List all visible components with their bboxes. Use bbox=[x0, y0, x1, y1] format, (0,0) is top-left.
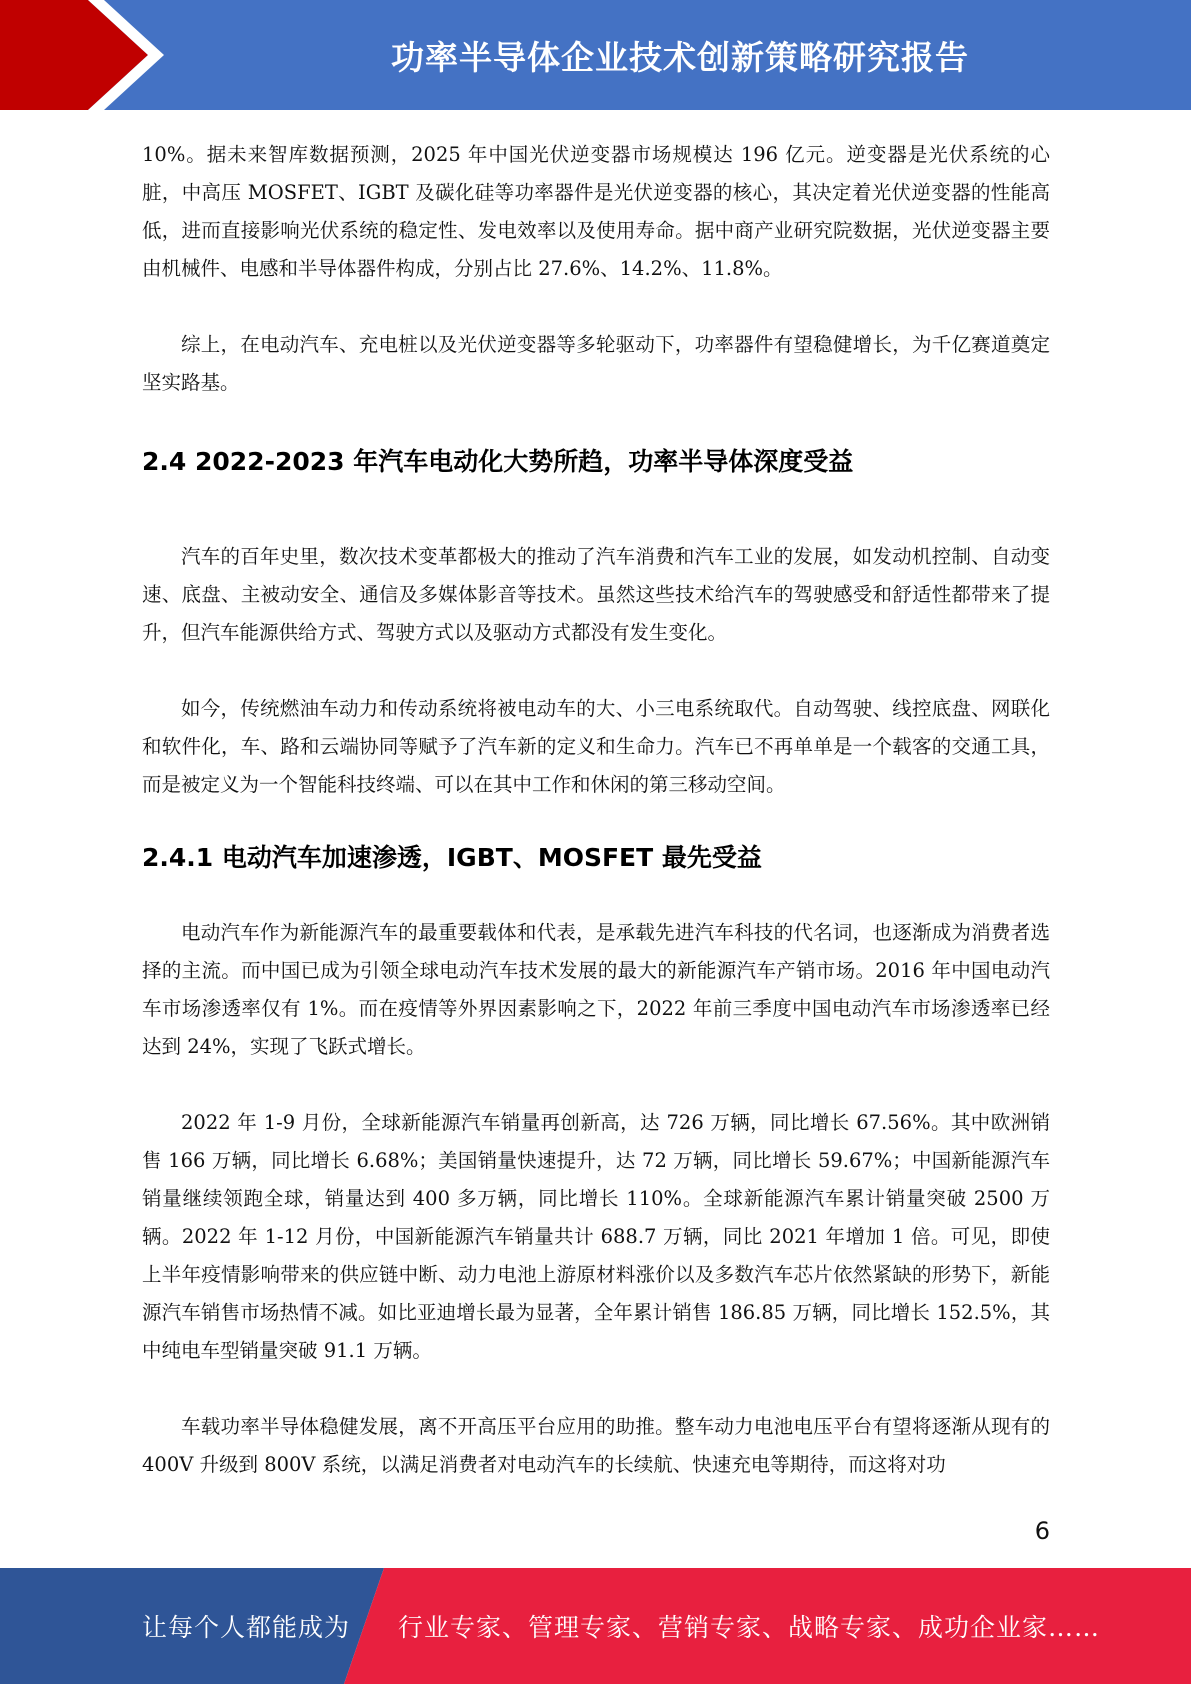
paragraph: 10%。据未来智库数据预测，2025 年中国光伏逆变器市场规模达 196 亿元。逆变器是光伏系统的心脏，中高压 MOSFET、IGBT 及碳化硅等功率器件是光伏逆变器的核心，其决定着光伏逆变器的性能高低，进而直接影响光伏系统的稳定性、发电效率以及使用寿命。据中商产业研究院数据，光伏逆变器主要由机械件、电感和半导体器件构成，分别占比 27.6%、14.2%、11.8%。 bbox=[142, 143, 1050, 280]
page-footer bbox=[0, 1568, 1191, 1684]
report-title: 功率半导体企业技术创新策略研究报告 bbox=[391, 37, 969, 77]
page-content bbox=[142, 136, 1050, 1484]
footer-slogan-right: 行业专家、管理专家、营销专家、战略专家、成功企业家…… bbox=[398, 1613, 1101, 1642]
footer-slogan-left: 让每个人都能成为 bbox=[142, 1613, 351, 1642]
paragraph: 综上，在电动汽车、充电桩以及光伏逆变器等多轮驱动下，功率器件有望稳健增长，为千亿赛道奠定坚实路基。 bbox=[142, 333, 1050, 394]
subsection-heading: 2.4.1 电动汽车加速渗透，IGBT、MOSFET 最先受益 bbox=[142, 843, 762, 872]
paragraph: 车载功率半导体稳健发展，离不开高压平台应用的助推。整车动力电池电压平台有望将逐渐从现有的 400V 升级到 800V 系统，以满足消费者对电动汽车的长续航、快速充电等期待，而这将对功 bbox=[142, 1415, 1050, 1476]
page-number: 6 bbox=[1034, 1517, 1050, 1545]
paragraph: 如今，传统燃油车动力和传动系统将被电动车的大、小三电系统取代。自动驾驶、线控底盘、网联化和软件化，车、路和云端协同等赋予了汽车新的定义和生命力。汽车已不再单单是一个载客的交通工具，而是被定义为一个智能科技终端、可以在其中工作和休闲的第三移动空间。 bbox=[142, 697, 1050, 796]
paragraph: 电动汽车作为新能源汽车的最重要载体和代表，是承载先进汽车科技的代名词，也逐渐成为消费者选择的主流。而中国已成为引领全球电动汽车技术发展的最大的新能源汽车产销市场。2016 年中国电动汽车市场渗透率仅有 1%。而在疫情等外界因素影响之下，2022 年前三季度中国电动汽车市场渗透率已经达到 24%，实现了飞跃式增长。 bbox=[142, 921, 1050, 1058]
paragraph: 汽车的百年史里，数次技术变革都极大的推动了汽车消费和汽车工业的发展，如发动机控制、自动变速、底盘、主被动安全、通信及多媒体影音等技术。虽然这些技术给汽车的驾驶感受和舒适性都带来了提升，但汽车能源供给方式、驾驶方式以及驱动方式都没有发生变化。 bbox=[142, 545, 1050, 644]
page-header bbox=[0, 0, 1191, 110]
paragraph: 2022 年 1-9 月份，全球新能源汽车销量再创新高，达 726 万辆，同比增长 67.56%。其中欧洲销售 166 万辆，同比增长 6.68%；美国销量快速提升，达 72 万辆，同比增长 59.67%；中国新能源汽车销量继续领跑全球，销量达到 400 多万辆，同比增长 110%。全球新能源汽车累计销量突破 2500 万辆。2022 年 1-12 月份，中国新能源汽车销量共计 688.7 万辆，同比 2021 年增加 1 倍。可见，即使上半年疫情影响带来的供应链中断、动力电池上游原材料涨价以及多数汽车芯片依然紧缺的形势下，新能源汽车销售市场热情不减。如比亚迪增长最为显著，全年累计销售 186.85 万辆，同比增长 152.5%，其中纯电车型销量突破 91.1 万辆。 bbox=[142, 1111, 1050, 1362]
section-heading: 2.4 2022-2023 年汽车电动化大势所趋，功率半导体深度受益 bbox=[142, 447, 854, 476]
